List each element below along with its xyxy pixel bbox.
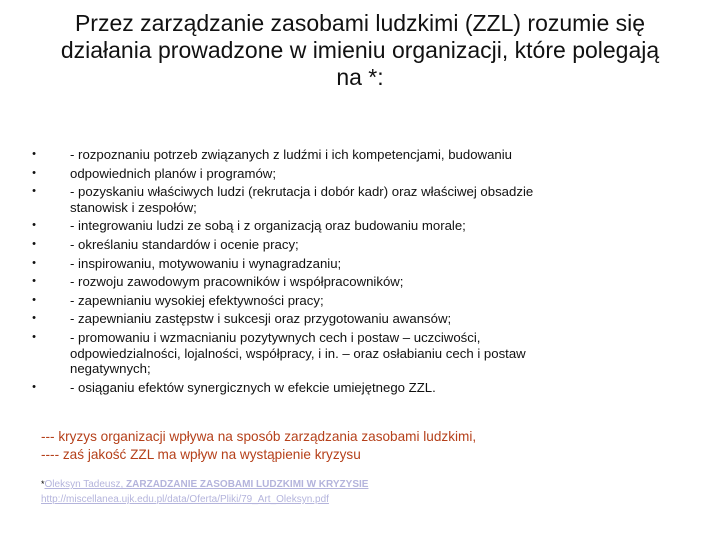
list-item: • - osiąganiu efektów synergicznych w efekcie umiejętnego ZZL. — [28, 380, 688, 396]
bullet-icon: • — [32, 380, 36, 393]
bullet-icon: • — [32, 312, 36, 325]
bullet-icon: • — [32, 330, 36, 343]
title-line: na *: — [336, 64, 384, 90]
bullet-icon: • — [32, 148, 36, 160]
bullet-icon: • — [32, 219, 36, 232]
title-line: działania prowadzone w imieniu organizacji, które polegają — [60, 37, 660, 63]
bullet-icon: • — [32, 237, 36, 250]
list-item: • - rozpoznaniu potrzeb związanych z ludźmi i ich kompetencjami, budowaniu — [28, 147, 688, 163]
list-item: • - zapewnianiu wysokiej efektywności pracy; — [28, 293, 688, 309]
bullet-icon: • — [32, 275, 36, 288]
list-item: • odpowiednich planów i programów; — [28, 166, 688, 182]
bullet-icon: • — [32, 166, 36, 179]
note-line: ---- zaś jakość ZZL ma wpływ na wystąpienie kryzysu — [41, 447, 361, 462]
list-item: • - zapewnianiu zastępstw i sukcesji oraz przygotowaniu awansów; — [28, 311, 688, 327]
bullet-icon: • — [32, 293, 36, 306]
footnote-author-link[interactable]: Oleksyn Tadeusz, — [44, 479, 127, 490]
title-line: Przez zarządzanie zasobami ludzkimi (ZZL) rozumie się — [74, 10, 646, 36]
footnote-marker: * — [41, 479, 45, 489]
crisis-note — [41, 428, 476, 464]
list-item: • - pozyskaniu właściwych ludzi (rekrutacja i dobór kadr) oraz właściwej obsadzie stanowisk i zespołów; — [28, 184, 590, 215]
list-item: • - integrowaniu ludzi ze sobą i z organizacją oraz budowaniu morale; — [28, 218, 688, 234]
list-item: • - określaniu standardów i ocenie pracy; — [28, 237, 688, 253]
footnote-url-link[interactable]: http://miscellanea.ujk.edu.pl/data/Oferta/Pliki/79_Art_Oleksyn.pdf — [41, 494, 329, 505]
footnote — [41, 477, 368, 507]
slide-title — [20, 10, 700, 91]
note-line: --- kryzys organizacji wpływa na sposób zarządzania zasobami ludzkimi, — [41, 429, 477, 444]
list-item: • - rozwoju zawodowym pracowników i współpracowników; — [28, 274, 688, 290]
bullet-icon: • — [32, 256, 36, 269]
list-item: • - inspirowaniu, motywowaniu i wynagradzaniu; — [28, 256, 688, 272]
list-item: • - promowaniu i wzmacnianiu pozytywnych cech i postaw – uczciwości, odpowiedzialności, lojalności, współpracy, i in. – oraz osłabianiu cech i postaw negatywnych; — [28, 330, 590, 377]
footnote-title-link[interactable]: ZARZADZANIE ZASOBAMI LUDZKIMI W KRYZYSIE — [126, 479, 369, 490]
bullet-icon: • — [32, 185, 36, 198]
bullet-list — [28, 147, 688, 398]
